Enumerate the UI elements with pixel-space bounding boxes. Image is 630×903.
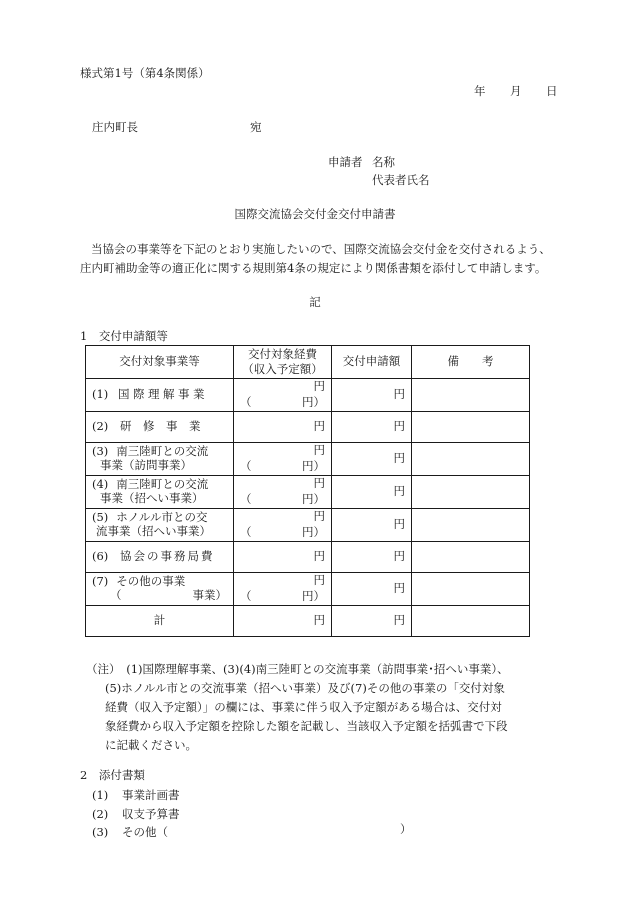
expense-cell[interactable] — [234, 443, 332, 476]
row-label: 研 修 事 業 — [119, 419, 201, 434]
table-row — [86, 476, 530, 509]
attachment-item — [92, 805, 179, 823]
header-project: 交付対象事業等 — [86, 346, 234, 379]
addressee-suffix: 宛 — [250, 120, 262, 134]
body-paragraph — [80, 240, 564, 278]
header-expense-line1: 交付対象経費 — [248, 347, 317, 361]
remarks-cell[interactable] — [412, 573, 530, 606]
ki-label: 記 — [309, 295, 321, 309]
attachment-number: (1) — [92, 788, 109, 802]
header-remarks: 備 考 — [412, 346, 530, 379]
paren-yen-close: 円） — [302, 395, 325, 410]
expense-cell[interactable] — [234, 542, 332, 573]
body-line-1: 当協会の事業等を下記のとおり実施したいので、国際交流協会交付金を交付されるよう、 — [91, 242, 551, 256]
amount-cell[interactable] — [332, 443, 412, 476]
attachment-label: 収支予算書 — [121, 807, 180, 821]
yen-unit: 円 — [313, 549, 325, 564]
paren-yen-close: 円） — [302, 525, 325, 540]
paren-open: （ — [240, 492, 252, 507]
attachment-label: その他（ — [121, 825, 168, 839]
remarks-cell[interactable] — [412, 476, 530, 509]
remarks-cell[interactable] — [412, 509, 530, 542]
section-2-heading: 2 添付書類 — [80, 768, 145, 782]
note-line-3: 経費（収入予定額）」の欄には、事業に伴う収入予定額がある場合は、交付対 — [105, 700, 502, 714]
paren-open: （ — [240, 525, 252, 540]
yen-unit: 円 — [393, 517, 405, 532]
row-number: (6) — [92, 549, 109, 564]
project-cell — [86, 379, 234, 412]
row-label-line2: 事業（招へい事業） — [100, 491, 204, 505]
header-amount: 交付申請額 — [332, 346, 412, 379]
remarks-cell[interactable] — [412, 606, 530, 637]
yen-unit: 円 — [313, 476, 325, 490]
table-header-row — [86, 346, 530, 379]
table-row — [86, 379, 530, 412]
amount-cell[interactable] — [332, 379, 412, 412]
note-line-4: 象経費から収入予定額を控除した額を記載し、当該収入予定額を括弧書で下段 — [105, 719, 508, 733]
amount-total-cell[interactable] — [332, 606, 412, 637]
header-expense — [234, 346, 332, 379]
paren-yen-close: 円） — [302, 589, 325, 604]
attachment-close-paren: ） — [400, 822, 412, 836]
row-label-line1: ホノルル市との交 — [116, 510, 208, 525]
attachment-item — [92, 786, 179, 804]
row-label-line2: 事業） — [192, 588, 227, 602]
attachment-number: (2) — [92, 807, 109, 821]
paren-open: （ — [240, 589, 252, 604]
row-number: (7) — [92, 574, 109, 589]
project-cell — [86, 542, 234, 573]
header-expense-line2: （収入予定額） — [242, 362, 323, 376]
document-title: 国際交流協会交付金交付申請書 — [234, 207, 396, 221]
amount-cell[interactable] — [332, 509, 412, 542]
yen-unit: 円 — [393, 581, 405, 596]
yen-unit: 円 — [313, 379, 325, 393]
note-line-2: (5)ホノルル市との交流事業（招へい事業）及び(7)その他の事業の「交付対象 — [105, 681, 505, 695]
row-number: (5) — [92, 510, 109, 525]
expense-cell[interactable] — [234, 509, 332, 542]
project-cell — [86, 443, 234, 476]
paren-open: （ — [110, 588, 122, 602]
yen-unit: 円 — [393, 387, 405, 402]
yen-unit: 円 — [393, 613, 405, 628]
yen-unit: 円 — [393, 451, 405, 466]
attachment-label: 事業計画書 — [121, 788, 180, 802]
yen-unit: 円 — [393, 549, 405, 564]
applicant-name-label: 名称 — [372, 155, 395, 169]
note-line-5: に記載ください。 — [105, 738, 197, 752]
row-label: 国際理解事業 — [117, 387, 208, 402]
amount-cell[interactable] — [332, 476, 412, 509]
row-label-line1: 南三陸町との交流 — [116, 444, 209, 459]
row-number: (2) — [92, 419, 109, 434]
note-line-1: （注） (1)国際理解事業、(3)(4)南三陸町との交流事業（訪問事業･招へい事業）、 — [86, 662, 509, 676]
addressee: 庄内町長 — [92, 120, 138, 134]
row-number: (3) — [92, 444, 109, 459]
note-block — [86, 660, 538, 755]
row-label: 協会の事務局費 — [119, 549, 215, 564]
table-row — [86, 412, 530, 443]
paren-yen-close: 円） — [302, 492, 325, 507]
body-line-2: 庄内町補助金等の適正化に関する規則第4条の規定により関係書類を添付して申請します。 — [80, 261, 547, 275]
expense-cell[interactable] — [234, 573, 332, 606]
table-row — [86, 443, 530, 476]
row-label-line1: その他の事業 — [116, 574, 186, 589]
remarks-cell[interactable] — [412, 443, 530, 476]
total-label: 計 — [86, 606, 234, 637]
paren-yen-close: 円） — [302, 459, 325, 474]
remarks-cell[interactable] — [412, 379, 530, 412]
table-row — [86, 509, 530, 542]
table-row — [86, 573, 530, 606]
applicant-rep-label: 代表者氏名 — [372, 173, 430, 187]
yen-unit: 円 — [313, 573, 325, 587]
attachment-number: (3) — [92, 825, 109, 839]
project-cell — [86, 573, 234, 606]
yen-unit: 円 — [313, 509, 325, 523]
yen-unit: 円 — [313, 443, 325, 457]
yen-unit: 円 — [393, 419, 405, 434]
expense-total-cell[interactable] — [234, 606, 332, 637]
expense-cell[interactable] — [234, 379, 332, 412]
project-cell — [86, 476, 234, 509]
row-label-line2: 流事業（招へい事業） — [96, 524, 211, 538]
form-number: 様式第1号（第4条関係） — [80, 66, 210, 80]
expense-cell[interactable] — [234, 476, 332, 509]
project-cell — [86, 412, 234, 443]
table-row — [86, 542, 530, 573]
row-label-line2: 事業（訪問事業） — [100, 458, 192, 472]
yen-unit: 円 — [313, 613, 325, 628]
row-label-line1: 南三陸町との交流 — [116, 477, 209, 492]
expense-cell[interactable] — [234, 412, 332, 443]
amount-cell[interactable] — [332, 412, 412, 443]
paren-open: （ — [240, 395, 252, 410]
project-cell — [86, 509, 234, 542]
yen-unit: 円 — [393, 484, 405, 499]
amount-cell[interactable] — [332, 573, 412, 606]
remarks-cell[interactable] — [412, 542, 530, 573]
row-number: (1) — [92, 387, 109, 402]
attachment-item — [92, 823, 168, 841]
row-number: (4) — [92, 477, 109, 492]
application-table — [85, 345, 530, 637]
yen-unit: 円 — [313, 419, 325, 434]
remarks-cell[interactable] — [412, 412, 530, 443]
applicant-label: 申請者 — [328, 155, 363, 169]
date-line: 年 月 日 — [474, 84, 558, 98]
total-row — [86, 606, 530, 637]
paren-open: （ — [240, 459, 252, 474]
section-1-heading: 1 交付申請額等 — [80, 329, 168, 343]
amount-cell[interactable] — [332, 542, 412, 573]
